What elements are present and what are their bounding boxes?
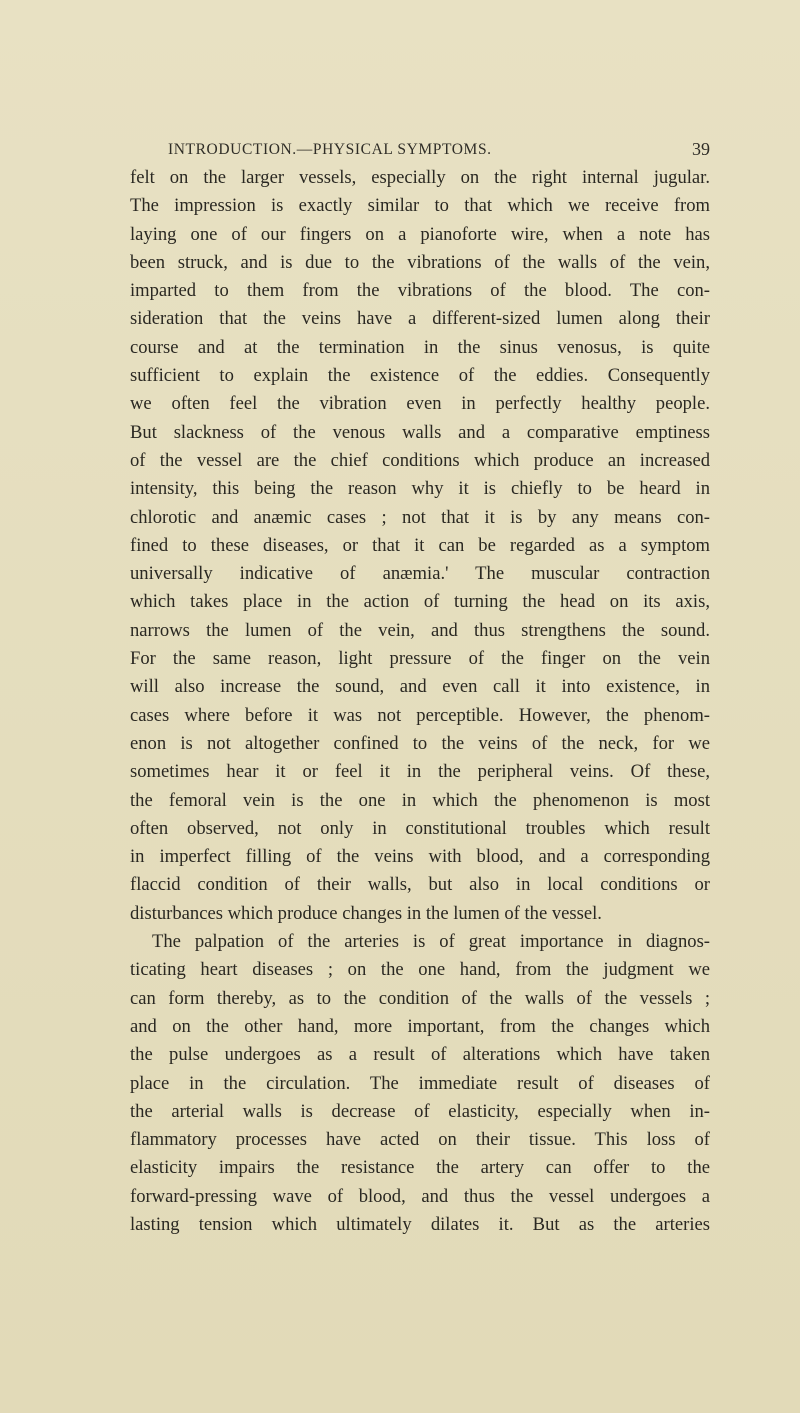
text-line: the pulse undergoes as a result of alterations which have taken	[130, 1044, 710, 1066]
text-line: lasting tension which ultimately dilates it. But as the arteries	[130, 1213, 710, 1235]
text-line: flaccid condition of their walls, but also in local conditions or	[130, 874, 710, 896]
text-line: The impression is exactly similar to that which we receive from	[130, 195, 710, 217]
text-line: narrows the lumen of the vein, and thus strengthens the sound.	[130, 619, 710, 641]
text-line: in imperfect filling of the veins with blood, and a corresponding	[130, 846, 710, 868]
text-line: imparted to them from the vibrations of the blood. The con-	[130, 280, 710, 302]
text-line: ticating heart diseases ; on the one hand, from the judgment we	[130, 959, 710, 981]
text-line: been struck, and is due to the vibrations of the walls of the vein,	[130, 251, 710, 273]
text-line: enon is not altogether confined to the veins of the neck, for we	[130, 732, 710, 754]
text-line: sideration that the veins have a different-sized lumen along their	[130, 308, 710, 330]
text-line: sometimes hear it or feel it in the peripheral veins. Of these,	[130, 761, 710, 783]
text-line: can form thereby, as to the condition of the walls of the vessels ;	[130, 987, 710, 1009]
text-line: elasticity impairs the resistance the artery can offer to the	[130, 1157, 710, 1179]
text-line: and on the other hand, more important, from the changes which	[130, 1015, 710, 1037]
text-line: intensity, this being the reason why it is chiefly to be heard in	[130, 478, 710, 500]
text-line: place in the circulation. The immediate result of diseases of	[130, 1072, 710, 1094]
text-line: sufficient to explain the existence of the eddies. Consequently	[130, 365, 710, 387]
text-line: felt on the larger vessels, especially on the right internal jugular.	[130, 167, 710, 188]
text-line: which takes place in the action of turning the head on its axis,	[130, 591, 710, 613]
text-line: we often feel the vibration even in perfectly healthy people.	[130, 393, 710, 415]
text-line: course and at the termination in the sinus venosus, is quite	[130, 336, 710, 358]
text-line: For the same reason, light pressure of the finger on the vein	[130, 648, 710, 670]
text-line: forward-pressing wave of blood, and thus the vessel undergoes a	[130, 1185, 710, 1207]
page-number: 39	[692, 139, 710, 159]
text-line: chlorotic and anæmic cases ; not that it is by any means con-	[130, 506, 710, 528]
text-line: the arterial walls is decrease of elasticity, especially when in-	[130, 1100, 710, 1122]
body-text	[130, 164, 710, 1239]
text-line: cases where before it was not perceptible. However, the phenom-	[130, 704, 710, 726]
running-head: INTRODUCTION.—PHYSICAL SYMPTOMS.	[168, 141, 492, 158]
text-line: But slackness of the venous walls and a comparative emptiness	[130, 421, 710, 443]
text-line: of the vessel are the chief conditions which produce an increased	[130, 449, 710, 471]
text-line: the femoral vein is the one in which the phenomenon is most	[130, 789, 710, 811]
text-line: laying one of our fingers on a pianoforte wire, when a note has	[130, 223, 710, 245]
text-line: universally indicative of anæmia.' The muscular contraction	[130, 563, 710, 585]
text-line: often observed, not only in constitutional troubles which result	[130, 817, 710, 839]
text-line: fined to these diseases, or that it can be regarded as a symptom	[130, 534, 710, 556]
text-line: will also increase the sound, and even call it into existence, in	[130, 676, 710, 698]
text-line: disturbances which produce changes in the lumen of the vessel.	[130, 902, 602, 924]
text-line: flammatory processes have acted on their tissue. This loss of	[130, 1129, 710, 1151]
text-line: The palpation of the arteries is of great importance in diagnos-	[152, 931, 710, 953]
